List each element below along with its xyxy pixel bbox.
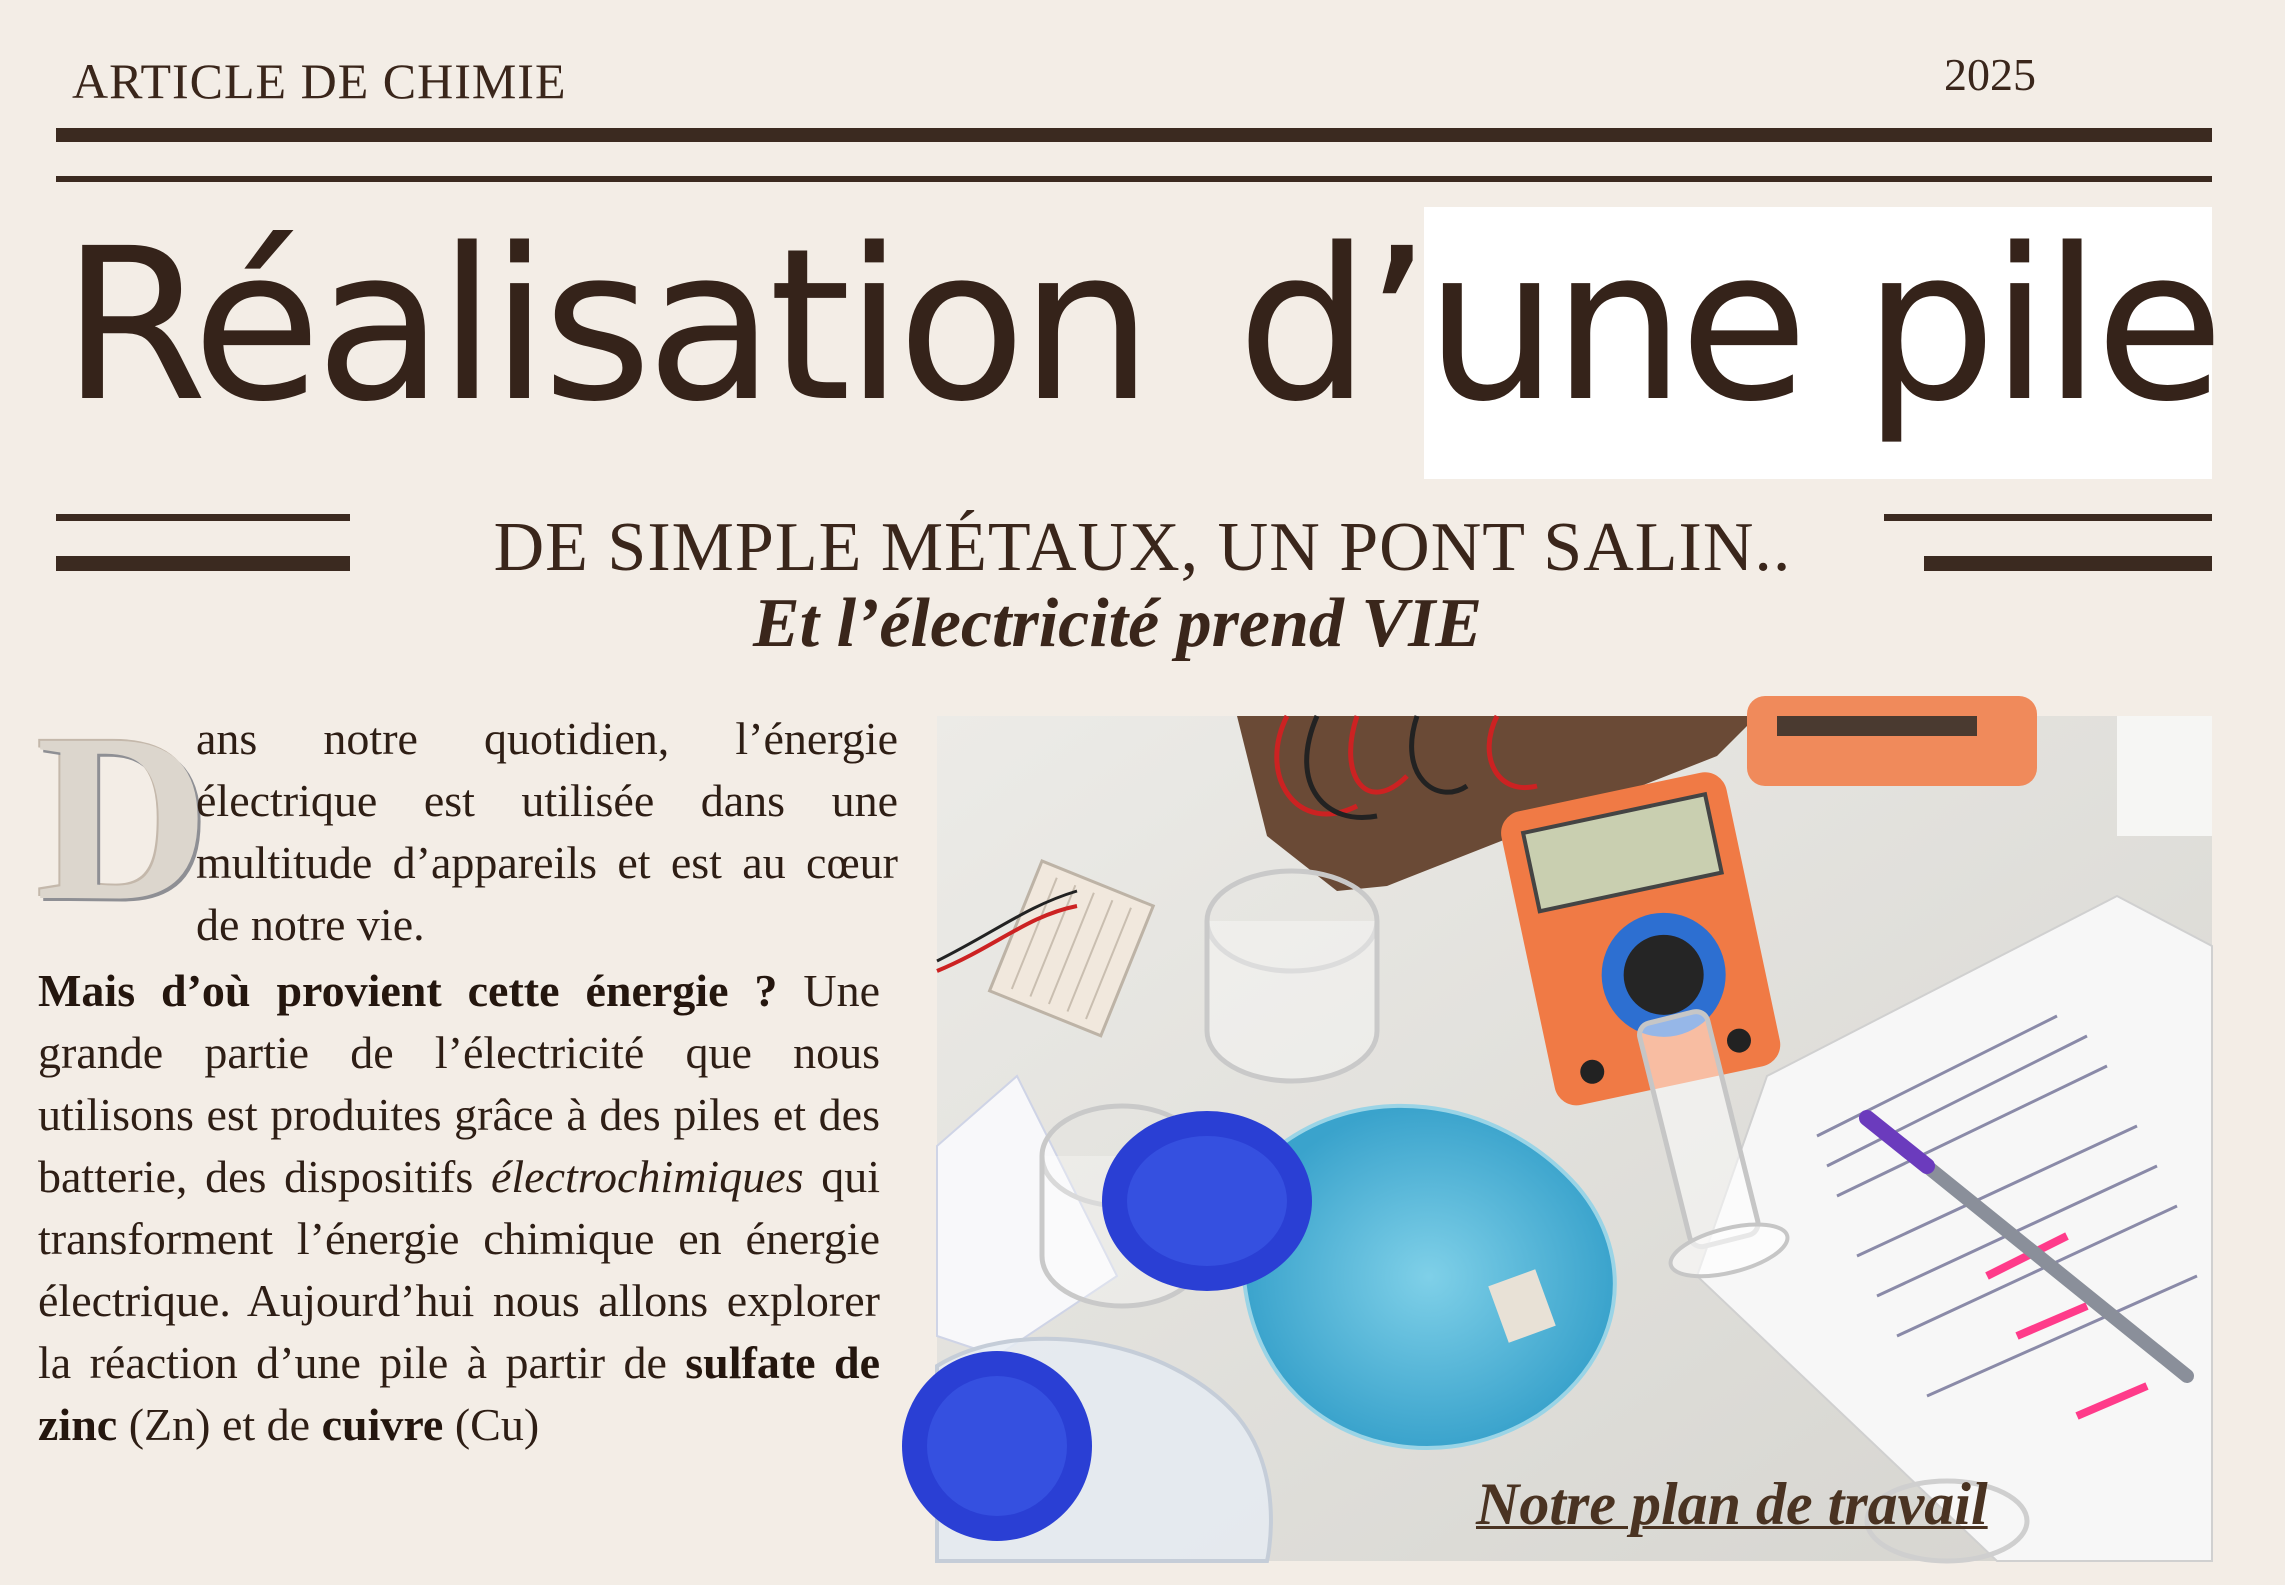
top-rule-thin	[56, 176, 2212, 182]
subheadline: DE SIMPLE MÉTAUX, UN PONT SALIN..	[493, 509, 1792, 586]
lab-photo-illustration	[937, 716, 2212, 1561]
intro-paragraph: ans notre quotidien, l’énergie électrique est utilisée dans une multitude d’appareils et est au cœur de notre vie.	[196, 713, 898, 950]
top-rule-thick	[56, 128, 2212, 142]
lead-question: Mais d’où provient cette énergie ?	[38, 965, 778, 1016]
photo-caption: Notre plan de travail	[1476, 1471, 1988, 1537]
issue-year: 2025	[1944, 49, 2036, 100]
body-text-1: Une grande partie de l’électricité que nous utilisons est produites grâce à des piles et des batterie, des dispositifs	[38, 965, 880, 1202]
body-text-2: qui transforment l’énergie chimique en énergie électrique. Aujourd’hui nous allons explorer la réaction d’une pile à partir de	[38, 1151, 880, 1388]
headline-part-1: Réalisation	[61, 203, 1148, 448]
headline-part-2: d’une pile	[1237, 203, 2219, 448]
section-kicker: ARTICLE DE CHIMIE	[72, 53, 567, 109]
headline	[60, 196, 2220, 456]
body-text-4: (Cu)	[443, 1399, 540, 1450]
body-paragraph	[38, 960, 880, 1456]
tagline: Et l’électricité prend VIE	[752, 585, 1483, 662]
copper-term: cuivre	[321, 1399, 444, 1450]
drop-cap: D	[36, 684, 210, 950]
body-italic-term: électrochimiques	[490, 1151, 804, 1202]
body-text-3: (Zn) et de	[117, 1399, 322, 1450]
zinc-term: sulfate de zinc	[38, 1337, 880, 1450]
lab-photo	[937, 716, 2212, 1561]
